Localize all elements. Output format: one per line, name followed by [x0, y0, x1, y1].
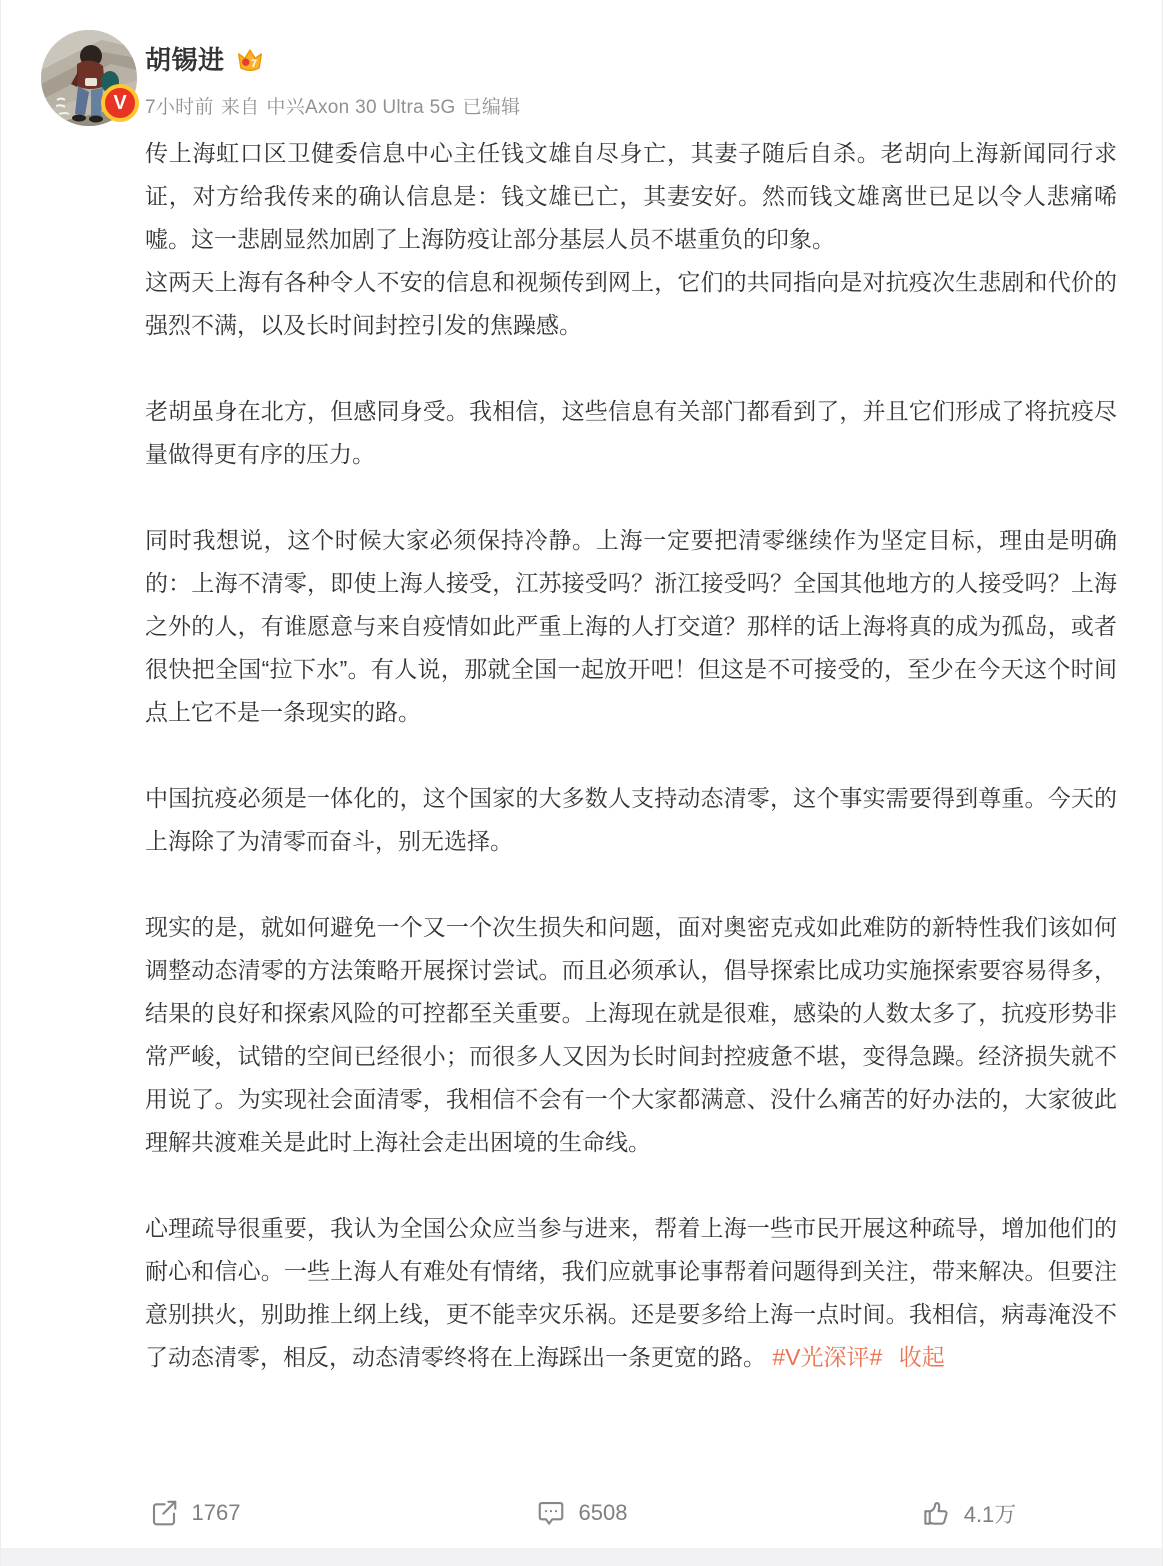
action-bar — [1, 1482, 1162, 1544]
hashtag-link[interactable]: #V光深评# — [772, 1344, 883, 1370]
repost-icon — [149, 1498, 179, 1528]
collapse-link[interactable]: 收起 — [898, 1344, 945, 1370]
author-avatar[interactable] — [41, 30, 137, 126]
comment-button[interactable] — [388, 1498, 775, 1528]
vip-crown-icon[interactable] — [235, 45, 265, 73]
like-button[interactable] — [775, 1498, 1162, 1529]
post-paragraph: 传上海虹口区卫健委信息中心主任钱文雄自尽身亡，其妻子随后自杀。老胡向上海新闻同行求证，对方给我传来的确认信息是：钱文雄已亡，其妻安好。然而钱文雄离世已足以令人悲痛唏嘘。这一悲剧显然加剧了上海防疫让部分基层人员不堪重负的印象。 — [145, 140, 1117, 252]
like-count: 4.1万 — [963, 1501, 1017, 1527]
edited-label: 已编辑 — [462, 97, 521, 118]
verified-v-badge: V — [101, 84, 139, 122]
page-background-strip — [1, 1548, 1162, 1566]
repost-count: 1767 — [191, 1500, 241, 1525]
post-paragraph-text: 心理疏导很重要，我认为全国公众应当参与进来，帮着上海一些市民开展这种疏导，增加他们的耐心和信心。一些上海人有难处有情绪，我们应就事论事帮着问题得到关注，带来解决。但要注意别拱火，别助推上纲上线，更不能幸灾乐祸。还是要多给上海一点时间。我相信，病毒淹没不了动态清零，相反，动态清零终将在上海踩出一条更宽的路。 — [145, 1215, 1117, 1370]
post-paragraph: 老胡虽身在北方，但感同身受。我相信，这些信息有关部门都看到了，并且它们形成了将抗疫尽量做得更有序的压力。 — [145, 398, 1117, 467]
post-time: 7小时前 — [145, 97, 214, 118]
post-paragraph — [145, 1207, 1117, 1379]
source-prefix: 来自 — [220, 97, 260, 118]
post-paragraph: 现实的是，就如何避免一个又一个次生损失和问题，面对奥密克戎如此难防的新特性我们该如何调整动态清零的方法策略开展探讨尝试。而且必须承认，倡导探索比成功实施探索要容易得多，结果的良好和探索风险的可控都至关重要。上海现在就是很难，感染的人数太多了，抗疫形势非常严峻，试错的空间已经很小；而很多人又因为长时间封控疲惫不堪，变得急躁。经济损失就不用说了。为实现社会面清零，我相信不会有一个大家都满意、没什么痛苦的好办法的，大家彼此理解共渡难关是此时上海社会走出困境的生命线。 — [145, 914, 1117, 1155]
comment-count: 6508 — [578, 1500, 628, 1525]
post-paragraph: 中国抗疫必须是一体化的，这个国家的大多数人支持动态清零，这个事实需要得到尊重。今天的上海除了为清零而奋斗，别无选择。 — [145, 785, 1117, 854]
post-meta — [145, 92, 520, 119]
post-paragraph: 这两天上海有各种令人不安的信息和视频传到网上，它们的共同指向是对抗疫次生悲剧和代价的强烈不满，以及长时间封控引发的焦躁感。 — [145, 269, 1117, 338]
svg-text:7: 7 — [250, 57, 257, 70]
comment-icon — [536, 1498, 566, 1528]
post-paragraph: 同时我想说，这个时候大家必须保持冷静。上海一定要把清零继续作为坚定目标，理由是明确的：上海不清零，即使上海人接受，江苏接受吗？浙江接受吗？全国其他地方的人接受吗？上海之外的人，有谁愿意与来自疫情如此严重上海的人打交道？那样的话上海将真的成为孤岛，或者很快把全国“拉下水”。有人说，那就全国一起放开吧！但这是不可接受的，至少在今天这个时间点上它不是一条现实的路。 — [145, 527, 1117, 725]
repost-button[interactable] — [1, 1498, 388, 1528]
post-body — [145, 132, 1117, 1379]
author-name[interactable]: 胡锡进 — [145, 45, 225, 75]
like-icon — [921, 1498, 951, 1528]
source-device-link[interactable]: 中兴Axon 30 Ultra 5G — [266, 97, 456, 118]
